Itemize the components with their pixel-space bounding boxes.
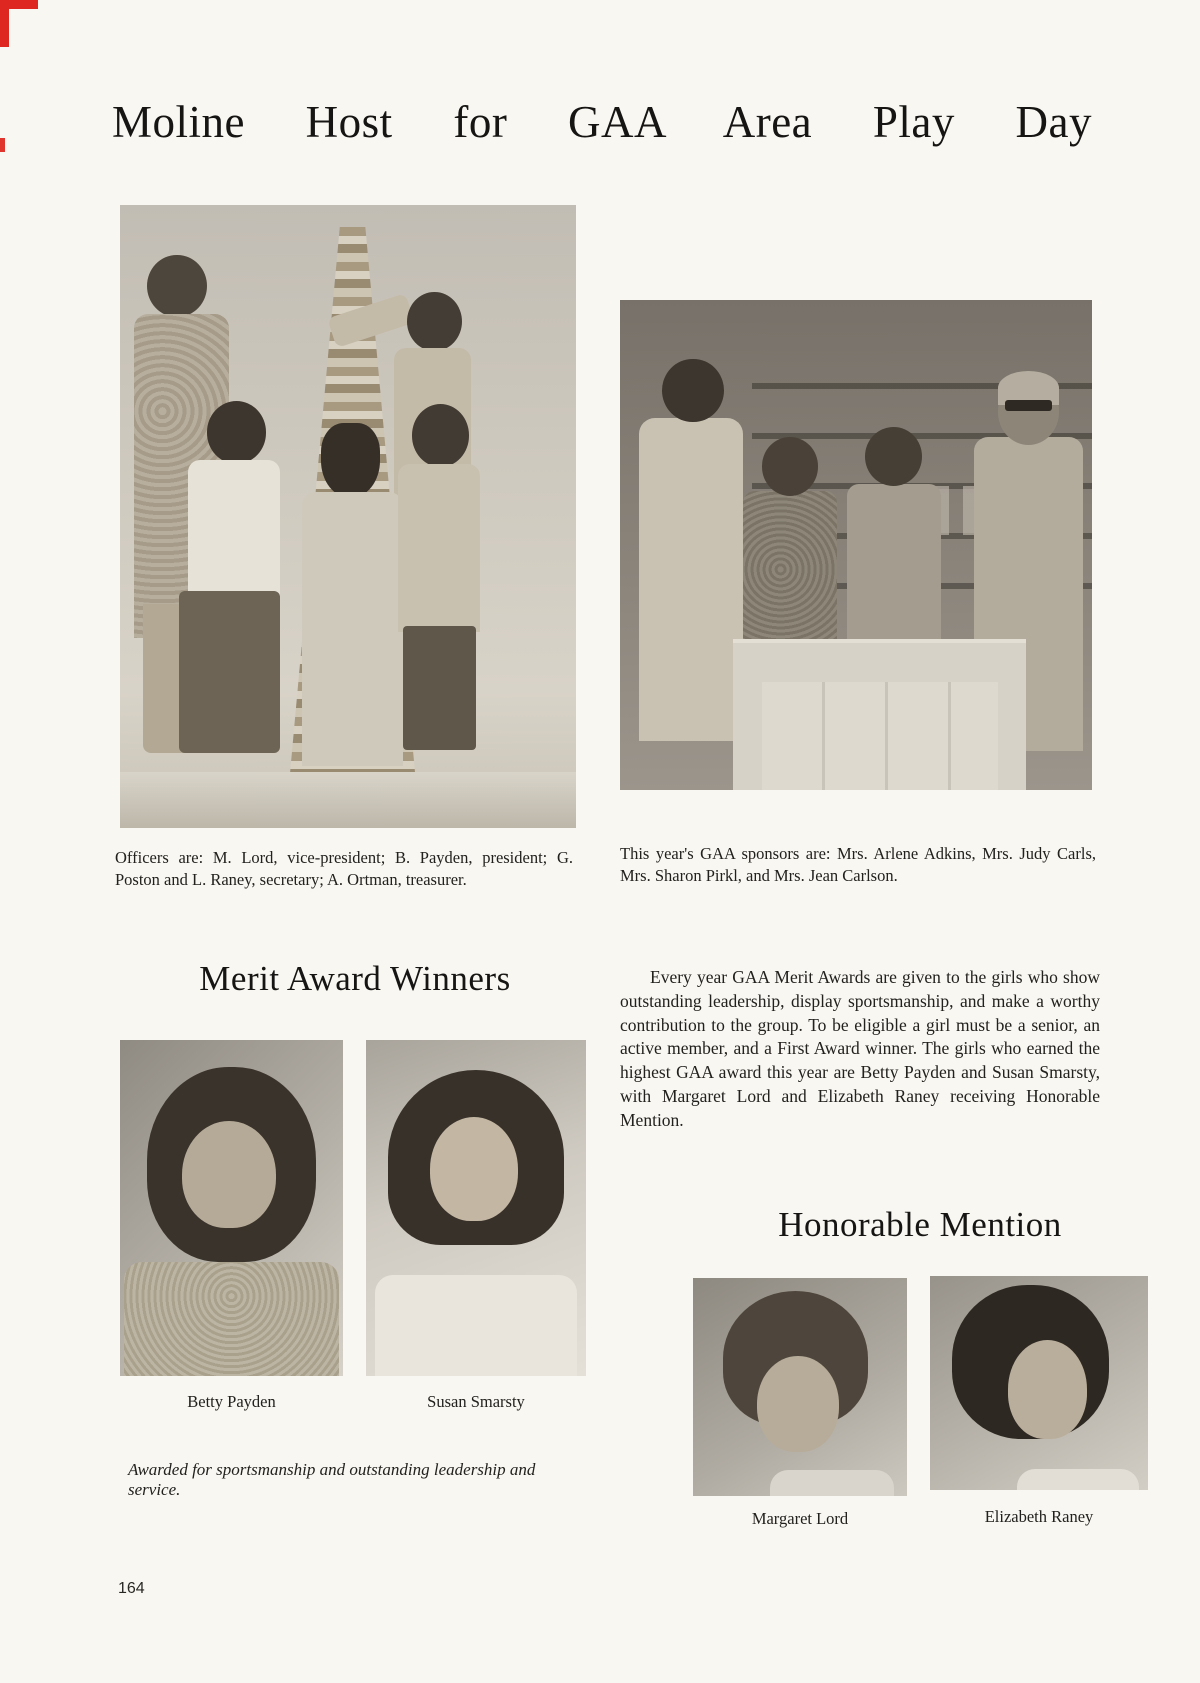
officer-figure-head [407,292,462,351]
sponsor-figure-head [662,359,723,423]
elizabeth-raney-portrait [930,1276,1148,1490]
officer-figure-head [321,423,380,498]
honorable-mention-heading: Honorable Mention [778,1205,1062,1244]
portrait-face [757,1356,838,1452]
officers-photo-caption: Officers are: M. Lord, vice-president; B. Payden, president; G. Poston and L. Raney, secretary; A. Ortman, treasurer. [115,848,573,890]
photo-floor [120,772,576,828]
officer-figure-head [207,401,266,463]
sponsors-photo-caption: This year's GAA sponsors are: Mrs. Arlene Adkins, Mrs. Judy Carls, Mrs. Sharon Pirkl, and Mrs. Jean Carlson. [620,844,1096,886]
officer-figure-body [188,460,279,603]
portrait-name-label: Margaret Lord [751,1509,849,1528]
officer-figure-skirt [403,626,476,751]
portrait-name-label: Betty Payden [187,1392,276,1411]
officer-figure-body [302,492,402,766]
red-print-mark-left [0,0,9,47]
officers-group-photo [120,205,576,828]
portrait-face [430,1117,518,1221]
sponsors-group-photo [620,300,1092,790]
sponsor-figure-head [762,437,819,496]
betty-payden-portrait [120,1040,343,1376]
glasses-icon [1005,400,1052,411]
award-note: Awarded for sportsmanship and outstanding leadership and service. [128,1460,536,1499]
margaret-lord-portrait [693,1278,907,1496]
portrait-face [182,1121,276,1229]
portrait-name-label: Elizabeth Raney [984,1507,1094,1526]
sponsor-figure-head [865,427,922,486]
sponsor-figure-body [639,418,743,741]
portrait-name-label: Susan Smarsty [427,1392,525,1411]
officer-figure-head [412,404,469,466]
merit-award-winners-heading: Merit Award Winners [199,959,511,998]
susan-smarsty-portrait [366,1040,586,1376]
portrait-torso [1017,1469,1139,1490]
officer-figure-body [398,464,480,632]
portrait-torso [770,1470,894,1496]
page-number: 164 [118,1580,145,1597]
red-print-mark-edge [0,138,5,152]
portrait-torso [375,1275,577,1376]
officer-figure-head [147,255,206,317]
merit-award-paragraph: Every year GAA Merit Awards are given to the girls who show outstanding leadership, display sportsmanship, and make a worthy contribution to the group. To be eligible a girl must be a senior, an active member, and a First Award winner. The girls who earned the highest GAA award this year are Betty Payden and Susan Smarsty, with Margaret Lord and Elizabeth Raney receiving Honorable Mention. [620,967,1100,1130]
portrait-face [1008,1340,1086,1438]
officer-figure-skirt [179,591,279,753]
counter-front [762,682,998,790]
portrait-torso [124,1262,338,1376]
page-title: Moline Host for GAA Area Play Day [112,97,1092,147]
